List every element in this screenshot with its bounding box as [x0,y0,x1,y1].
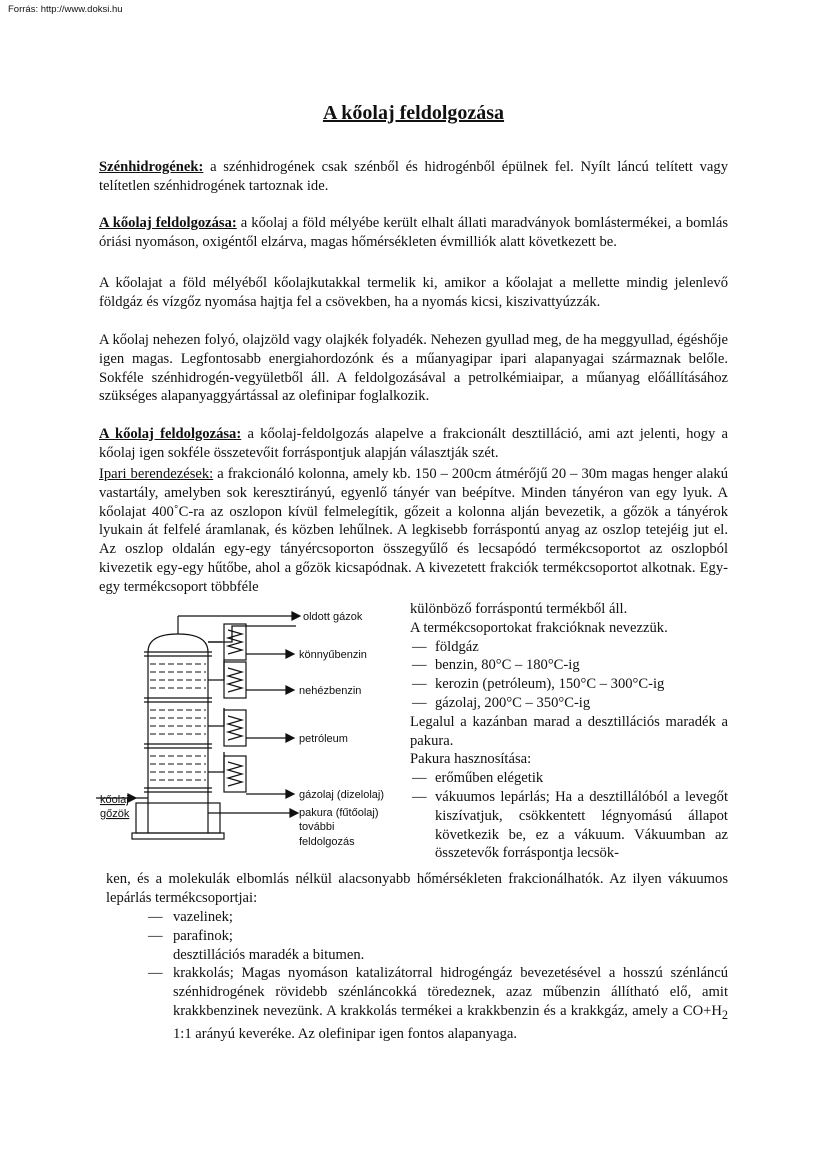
column-trays [150,664,206,780]
list-item [148,964,728,1043]
cracking-text-pre: krakkolás; Magas nyomáson katalizátorral hidrogéngáz bevezetésével a hosszú szénláncú szénhidrogének rövidebb szénláncokká töredeznek, azaz műbenzin állítható elő, amit krakkbenzinek nevezünk. A krakkolás termékei a krakkbenzin és a krakkgáz, amely a CO+H [173,965,728,1019]
vacuum-continuation: ken, és a molekulák elbomlás nélkül alacsonyabb hőmérsékleten frakcionálhatók. Az ilyen vákuumos lepárlás termékcsoportjai: [106,871,728,906]
usage-vacuum: vákuumos lepárlás; Ha a desztillálóból a levegőt kiszívatjuk, csökkentett légnyomású állapot következik be, ez a vákuum. Vákuumban az összetevők forráspontja lecsök- [435,788,728,862]
fractions-line2: A termékcsoportokat frakcióknak nevezzük. [410,619,668,636]
paragraph-lead: Ipari berendezések: [99,466,214,482]
dash-marker: — [412,694,427,711]
dash-marker: — [412,657,427,674]
bitumen-note: desztillációs maradék a bitumen. [173,946,365,963]
paragraph-processing [99,425,728,463]
list-item [410,638,728,657]
list-item [148,908,728,927]
fractions-column [410,600,728,863]
dash-marker: — [412,788,427,805]
fraction-kerosene: kerozin (petróleum), 150°C – 300°C-ig [435,676,665,693]
dash-marker: — [148,927,163,944]
label-crude-oil: kőolaj [100,794,129,806]
cracking-subscript: 2 [721,1007,728,1022]
paragraph-text: a kőolaj-feldolgozás alapelve a frakcionált desztilláció, ami azt jelenti, hogy a kőolaj igen sokféle összetevőit forráspontjuk alapján választják szét. [99,426,729,461]
label-heavy-gasoline: nehézbenzin [299,685,362,697]
list-item [148,927,728,946]
page-title: A kőolaj feldolgozása [322,102,505,124]
fraction-gasoline: benzin, 80°C – 180°C-ig [435,657,580,674]
vacuum-products-list [148,908,728,1043]
dash-marker: — [412,676,427,693]
label-further: további [299,821,335,833]
label-fuel-oil: pakura (fűtőolaj) [299,807,379,819]
product-arrows [128,612,300,817]
product-vaseline: vazelinek; [173,909,233,925]
paragraph-text: a kőolaj a föld mélyébe került elhalt állati maradványok bomlástermékei, a bomlás óriási nyomáson, oxigéntől elzárva, magas hőmérsékleten évmilliók alatt következett be. [99,215,729,250]
dash-marker: — [412,638,427,655]
list-item [410,769,728,788]
list-note [148,946,728,965]
paragraph-text: a frakcionáló kolonna, amely kb. 150 – 200cm átmérőjű 20 – 30m magas henger alakú vastartály, amelyben sok keresztirányú, egyenlő tányér van beépítve. Minden tányéron van egy lyuk. A kőolajat 400˚C-ra az oszlopon kívül felmelegítik, gőzeit a kolonna alján bevezetik, a gőzök a tányérok lyukain át felfelé áramlanak, és közben lehűlnek. A legkisebb forráspontú anyag az oszlop tetejéig jut el. Az oszlop oldalán egy-egy tányércsoporton összegyűlő és lecsapódó termékcsoportot az oszlopból kivezetik egy-egy hűtőbe, ahol a gőzök kicsapódnak. A kivezetett frakciók termékcsoportot alkotnak. Egy-egy termékcsoport többféle [99,466,728,595]
paragraph-properties: A kőolaj nehezen folyó, olajzöld vagy olajkék folyadék. Nehezen gyullad meg, de ha meggyullad, égéshője igen magas. Legfontosabb energiahordozónk és a műanyagipar ipari alapanyagai származnak belőle. Sokféle szénhidrogén-vegyületből áll. A feldolgozásával a petrolkémiaipar, a műanyag előállításához szükséges alapanyaggyártással az olefinipar foglalkozik. [99,332,728,405]
paragraph-equipment [99,465,728,597]
label-dissolved-gases: oldott gázok [303,611,363,623]
residue-text: Legalul a kazánban marad a desztillációs maradék a pakura. [410,713,728,749]
paragraph-extraction: A kőolajat a föld mélyéből kőolajkutakkal termelik ki, amikor a kőolajat a mellette mindig jelenlevő földgáz és vízgőz nyomása hajtja fel a csövekben, ha a nyomás kicsi, kiszivattyúzzák. [99,275,728,310]
list-item [410,788,728,863]
dash-marker: — [148,909,163,925]
cracking-text [173,965,728,1041]
paragraph-lead: A kőolaj feldolgozása: [99,215,237,231]
list-item [410,675,728,694]
label-kerosene: petróleum [299,733,348,745]
product-paraffin: parafinok; [173,927,233,944]
dash-marker: — [412,770,427,787]
label-processing: feldolgozás [299,836,355,848]
cracking-text-post: 1:1 arányú keveréke. Az olefinipar igen fontos alapanyaga. [173,1025,518,1042]
fraction-natural-gas: földgáz [435,638,479,655]
column-vessel [132,616,224,839]
outlet-pipes [96,616,296,813]
paragraph-origin [99,214,728,252]
condenser-coils [224,624,246,792]
paragraph-lead: Szénhidrogének: [99,159,204,175]
usage-power-plant: erőműben elégetik [435,770,544,787]
list-item [410,694,728,713]
paragraph-hydrocarbons [99,158,728,196]
label-light-gasoline: könnyűbenzin [299,649,367,661]
fraction-diesel: gázolaj, 200°C – 350°C-ig [435,694,591,711]
list-item [410,656,728,675]
label-vapors: gőzök [100,808,130,820]
fractions-line1: különböző forráspontú termékből áll. [410,601,628,617]
dash-marker: — [148,965,163,982]
paragraph-text: a szénhidrogének csak szénből és hidrogénből épülnek fel. Nyílt láncú telített vagy telítetlen szénhidrogének tartoznak ide. [99,159,728,194]
paragraph-lead: A kőolaj feldolgozása: [99,426,242,442]
fractionating-column-diagram [96,598,406,860]
label-diesel: gázolaj (dizelolaj) [299,789,384,801]
usage-title: Pakura hasznosítása: [410,751,532,768]
source-note: Forrás: http://www.doksi.hu [8,4,123,15]
